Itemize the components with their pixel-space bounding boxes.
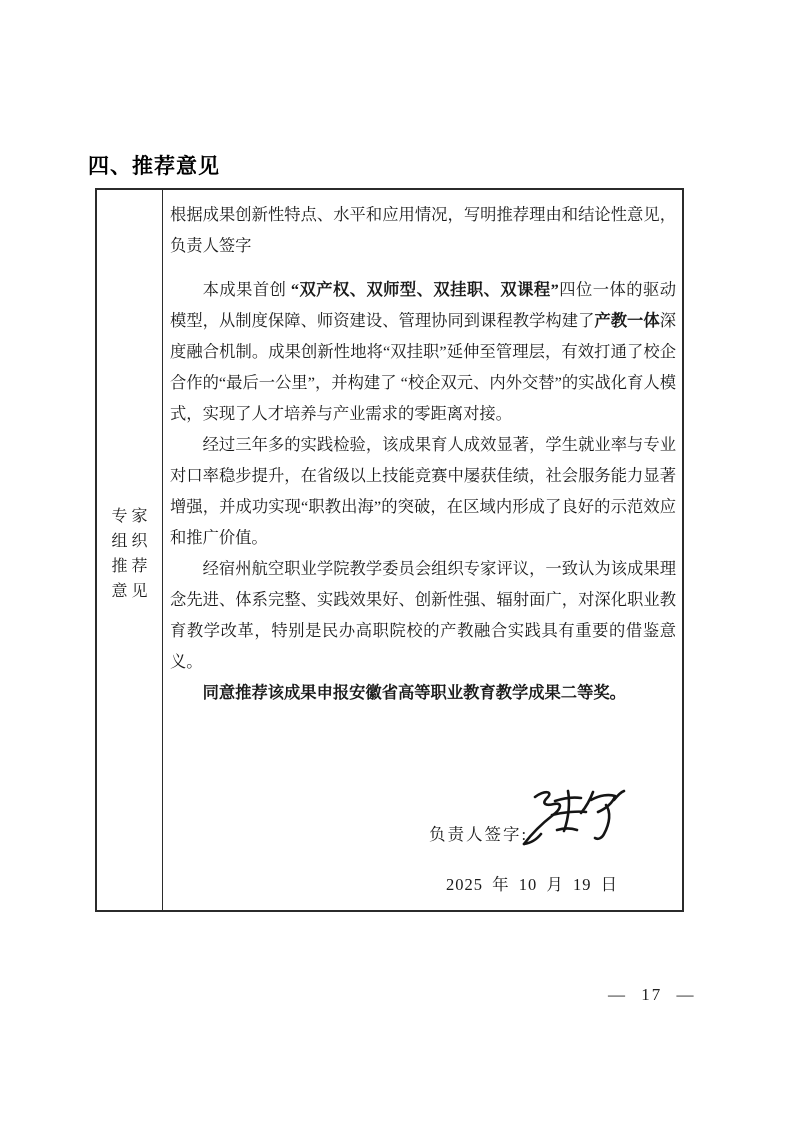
signature-handwriting-icon <box>511 784 629 864</box>
opinion-conclusion-bold: 同意推荐该成果申报安徽省高等职业教育教学成果二等奖。 <box>202 683 626 702</box>
paragraph-text: 四位一体的驱动模型，从制度保障、师资建设、管理协同到课程教学构建了 <box>170 280 676 330</box>
opinion-paragraph-3: 经宿州航空职业学院教学委员会组织专家评议，一致认为该成果理念先进、体系完整、实践效果好、创新性强、辐射面广，对深化职业教育教学改革，特别是民办高职院校的产教融合实践具有重要的借鉴意义。 <box>170 559 676 671</box>
paragraph-text: 本成果首创 <box>202 280 291 299</box>
section-title: 四、推荐意见 <box>88 155 220 178</box>
row-header-line: 组织 <box>111 533 152 550</box>
bold-model-names: “双产权、双师型、双挂职、双课程” <box>290 280 559 299</box>
paragraph-text: 深度融合机制。成果创新性地将“双挂职”延伸至管理层，有效打通了校企合作的“最后一公里”，并构建了 “校企双元、内外交替”的实战化育人模式，实现了人才培养与产业需求的零距离对接。 <box>170 311 676 423</box>
row-header-line: 专家 <box>111 508 152 525</box>
opinion-paragraph-1 <box>170 274 676 429</box>
opinion-content-cell <box>163 190 682 910</box>
signature-date: 2025 年 10 月 19 日 <box>446 875 619 894</box>
row-header-line: 意见 <box>111 583 152 600</box>
signature-label: 负责人签字: <box>429 825 529 844</box>
instruction-note: 根据成果创新性特点、水平和应用情况，写明推荐理由和结论性意见，负责人签字 <box>170 205 676 255</box>
opinion-paragraph-2: 经过三年多的实践检验，该成果育人成效显著，学生就业率与专业对口率稳步提升，在省级以上技能竞赛中屡获佳绩，社会服务能力显著增强，并成功实现“职教出海”的突破，在区域内形成了良好的示范效应和推广价值。 <box>170 435 676 547</box>
bold-key-term: 产教一体 <box>594 311 660 330</box>
row-header-expert-opinion <box>97 190 163 910</box>
page-number: — 17 — <box>608 985 696 1004</box>
recommendation-table <box>95 188 684 912</box>
row-header-line: 推荐 <box>111 558 152 575</box>
